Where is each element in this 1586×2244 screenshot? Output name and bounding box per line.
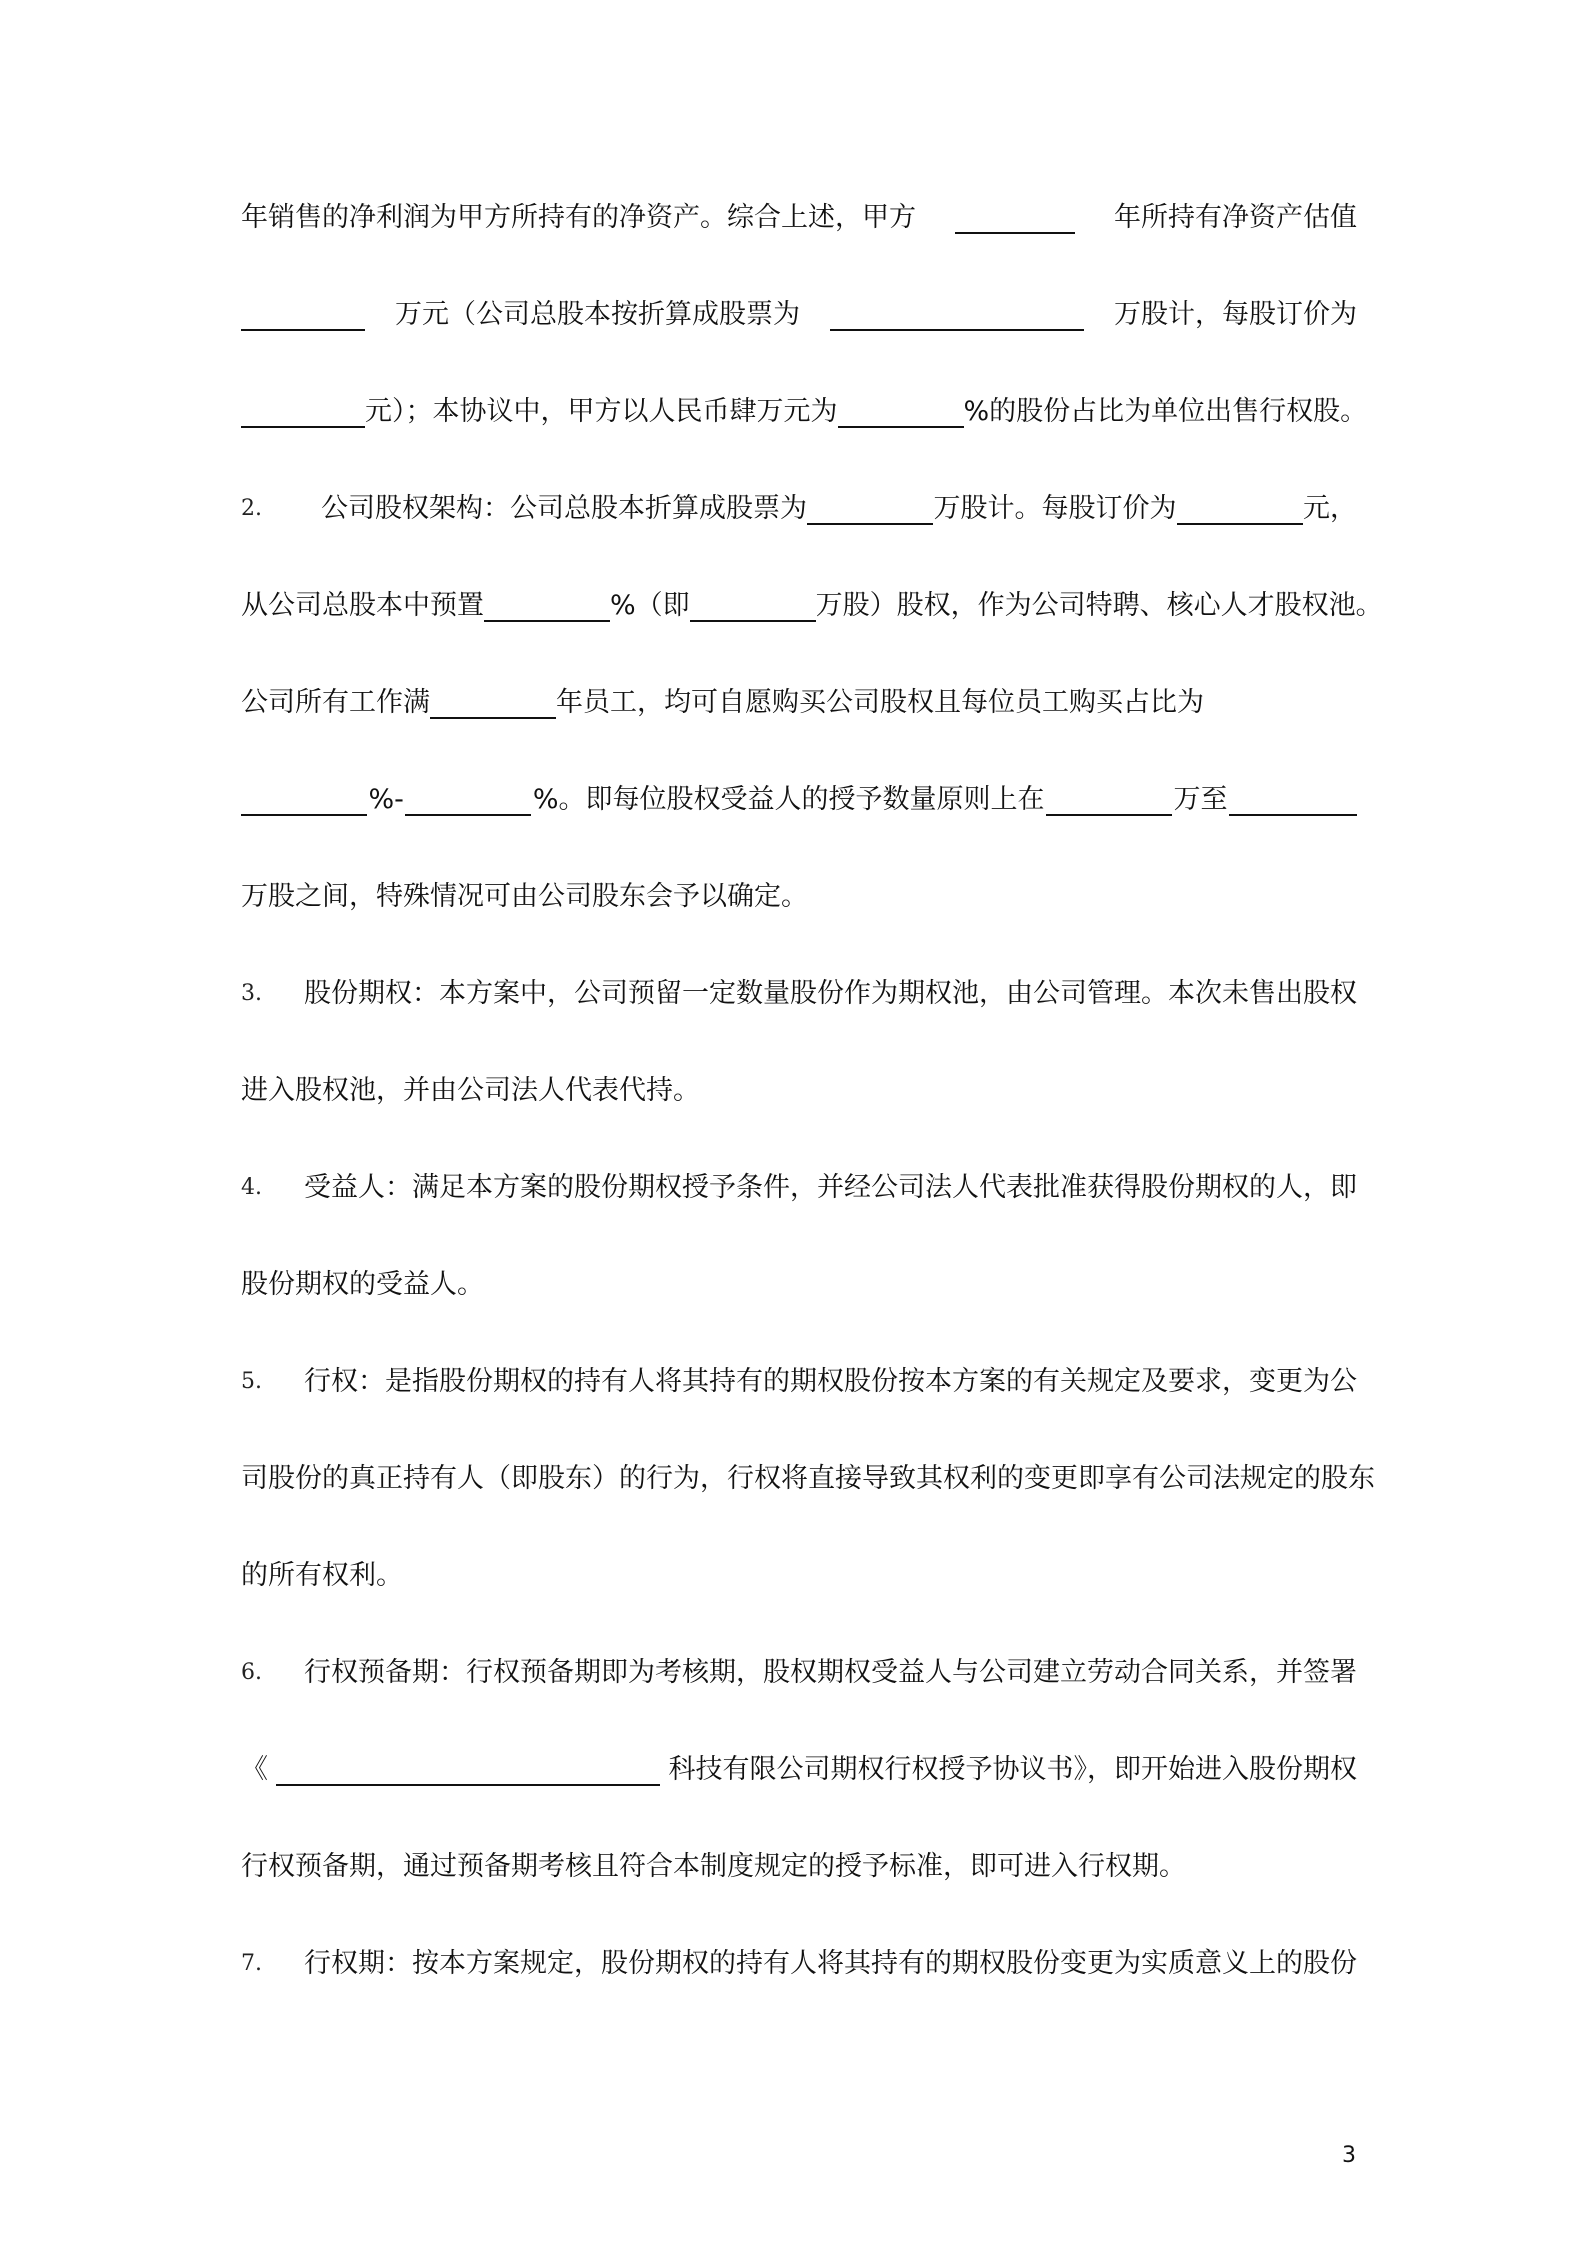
text-segment: 万股之间，特殊情况可由公司股东会予以确定。 bbox=[241, 881, 808, 912]
page-number: 3 bbox=[1342, 2143, 1356, 2168]
text-segment: 年所持有净资产估值 bbox=[1114, 202, 1357, 233]
text-line bbox=[241, 489, 1357, 529]
fill-in-blank bbox=[405, 784, 531, 816]
text-line bbox=[241, 1750, 1357, 1790]
fill-in-blank bbox=[1177, 493, 1303, 525]
text-line bbox=[241, 586, 1383, 626]
text-segment: 行权：是指股份期权的持有人将其持有的期权股份按本方案的有关规定及要求，变更为公 bbox=[304, 1366, 1357, 1397]
fill-in-blank bbox=[1046, 784, 1172, 816]
text-segment: 万股计，每股订价为 bbox=[1114, 299, 1357, 330]
text-line bbox=[241, 780, 1357, 820]
item-number: 2. bbox=[241, 496, 262, 521]
fill-in-blank bbox=[241, 299, 365, 331]
text-line bbox=[241, 683, 1357, 723]
text-segment: 元）；本协议中，甲方以人民币肆万元为 bbox=[365, 396, 838, 427]
item-number: 7. bbox=[241, 1951, 262, 1976]
text-line bbox=[241, 1168, 1357, 1208]
item-number: 6. bbox=[241, 1660, 262, 1685]
fill-in-blank bbox=[807, 493, 933, 525]
fill-in-blank bbox=[241, 784, 367, 816]
text-segment: %（即 bbox=[610, 590, 690, 621]
text-segment: %- bbox=[368, 784, 404, 815]
fill-in-blank bbox=[276, 1754, 660, 1786]
text-segment: 进入股权池，并由公司法人代表代持。 bbox=[241, 1075, 700, 1106]
text-line bbox=[241, 1653, 1357, 1693]
fill-in-blank bbox=[955, 202, 1075, 234]
text-line bbox=[241, 877, 1357, 917]
text-segment: 元， bbox=[1303, 493, 1357, 524]
text-segment: 年员工，均可自愿购买公司股权且每位员工购买占比为 bbox=[556, 687, 1204, 718]
fill-in-blank bbox=[830, 299, 1084, 331]
text-segment: 万至 bbox=[1173, 784, 1228, 815]
item-number: 3. bbox=[241, 981, 262, 1006]
text-segment: 《 bbox=[241, 1754, 268, 1785]
fill-in-blank bbox=[690, 590, 816, 622]
text-line bbox=[241, 198, 1357, 238]
text-line bbox=[241, 1459, 1375, 1499]
text-segment: 的所有权利。 bbox=[241, 1560, 403, 1591]
fill-in-blank bbox=[838, 396, 964, 428]
text-segment: %的股份占比为单位出售行权股。 bbox=[963, 396, 1368, 427]
text-segment: 年销售的净利润为甲方所持有的净资产。综合上述，甲方 bbox=[241, 202, 916, 233]
text-segment: 公司所有工作满 bbox=[241, 687, 430, 718]
text-line bbox=[241, 1847, 1357, 1887]
text-segment: 公司股权架构：公司总股本折算成股票为 bbox=[321, 493, 807, 524]
text-segment: 受益人：满足本方案的股份期权授予条件，并经公司法人代表批准获得股份期权的人，即 bbox=[304, 1172, 1357, 1203]
text-segment: %。即每位股权受益人的授予数量原则上在 bbox=[532, 784, 1045, 815]
text-line bbox=[241, 1556, 1357, 1596]
item-number: 5. bbox=[241, 1369, 262, 1394]
text-segment: 行权预备期：行权预备期即为考核期，股权期权受益人与公司建立劳动合同关系，并签署 bbox=[304, 1657, 1357, 1688]
text-segment: 从公司总股本中预置 bbox=[241, 590, 484, 621]
text-line bbox=[241, 295, 1357, 335]
text-segment: 科技有限公司期权行权授予协议书》，即开始进入股份期权 bbox=[668, 1754, 1357, 1785]
text-line bbox=[241, 974, 1357, 1014]
text-segment: 股份期权：本方案中，公司预留一定数量股份作为期权池，由公司管理。本次未售出股权 bbox=[304, 978, 1357, 1009]
text-line bbox=[241, 1071, 1357, 1111]
text-segment: 万股计。每股订价为 bbox=[933, 493, 1177, 524]
text-segment: 司股份的真正持有人（即股东）的行为，行权将直接导致其权利的变更即享有公司法规定的股东 bbox=[241, 1463, 1375, 1494]
fill-in-blank bbox=[430, 687, 556, 719]
text-line bbox=[241, 1265, 1357, 1305]
text-segment: 万股）股权，作为公司特聘、核心人才股权池。 bbox=[815, 590, 1383, 621]
text-segment: 万元（公司总股本按折算成股票为 bbox=[395, 299, 800, 330]
text-segment: 行权预备期，通过预备期考核且符合本制度规定的授予标准，即可进入行权期。 bbox=[241, 1851, 1186, 1882]
fill-in-blank bbox=[1229, 784, 1357, 816]
fill-in-blank bbox=[484, 590, 610, 622]
text-line bbox=[241, 1362, 1357, 1402]
text-line bbox=[241, 1944, 1357, 1984]
text-segment: 股份期权的受益人。 bbox=[241, 1269, 484, 1300]
text-line bbox=[241, 392, 1368, 432]
item-number: 4. bbox=[241, 1175, 262, 1200]
text-segment: 行权期：按本方案规定，股份期权的持有人将其持有的期权股份变更为实质意义上的股份 bbox=[304, 1948, 1357, 1979]
fill-in-blank bbox=[241, 396, 365, 428]
